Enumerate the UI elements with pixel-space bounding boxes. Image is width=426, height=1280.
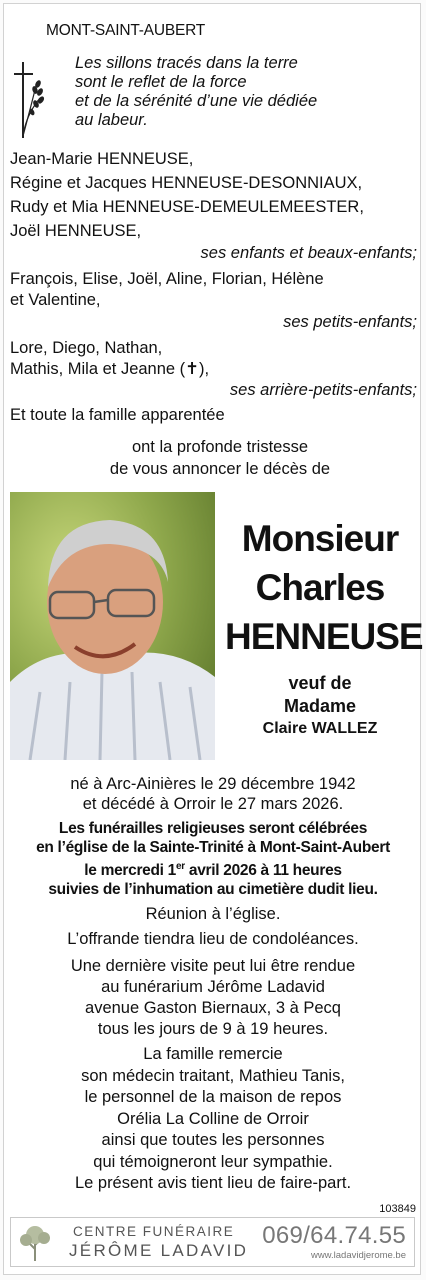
thanks-line: La famille remercie [143, 1045, 283, 1063]
poem-line: sont le reflet de la force [75, 73, 247, 91]
widow-line: Claire WALLEZ [262, 720, 378, 737]
thanks-line: son médecin traitant, Mathieu Tanis, [81, 1066, 345, 1085]
thanks [0, 1044, 426, 1173]
poem-line: et de la sérénité d’une vie dédiée [75, 92, 318, 110]
widow-info [225, 672, 415, 740]
tree-logo-icon [17, 1223, 53, 1263]
great-grandchildren-relation: ses arrière-petits-enfants; [229, 381, 417, 399]
visit-line: avenue Gaston Biernaux, 3 à Pecq [85, 999, 341, 1017]
widow-line: Madame [283, 696, 357, 716]
poem [75, 54, 317, 130]
reunion-text: Réunion à l’église. [145, 905, 281, 923]
funeral-line: en l’église de la Sainte-Trinité à Mont-Saint-Aubert [36, 839, 390, 856]
grandchildren-relation: ses petits-enfants; [283, 313, 417, 331]
thanks-line: Orélia La Colline de Orroir [117, 1109, 309, 1128]
funeral-home-name: JÉRÔME LADAVID [69, 1241, 249, 1260]
announcement-line: de vous annoncer le décès de [109, 460, 331, 478]
family-line: Jean-Marie HENNEUSE, [10, 150, 194, 168]
reference-number: 103849 [379, 1203, 416, 1215]
phone-number: 069/64.74.55 [262, 1222, 406, 1249]
visit-line: au funérarium Jérôme Ladavid [101, 978, 325, 996]
family-line: Rudy et Mia HENNEUSE-DEMEULEMEESTER, [10, 198, 364, 216]
website-link[interactable]: www.ladavidjerome.be [310, 1250, 406, 1261]
children-relation: ses enfants et beaux-enfants; [200, 244, 417, 262]
deceased-last-name: HENNEUSE [225, 616, 423, 657]
birth-death-line: et décédé à Orroir le 27 mars 2026. [82, 795, 344, 813]
funeral-details [0, 819, 426, 899]
widow-line: veuf de [288, 673, 352, 693]
family-line: François, Elise, Joël, Aline, Florian, Hélène [10, 270, 324, 288]
cross-wheat-icon [10, 60, 46, 140]
deceased-first-name: Charles [255, 567, 385, 608]
notice-text: Le présent avis tient lieu de faire-part. [74, 1174, 352, 1192]
visit-line: tous les jours de 9 à 19 heures. [97, 1020, 329, 1038]
thanks-line: ainsi que toutes les personnes [101, 1131, 325, 1149]
family-line: Mathis, Mila et Jeanne (✝), [10, 360, 210, 378]
thanks-line: le personnel de la maison de repos [84, 1088, 342, 1106]
children-list [10, 147, 364, 243]
funeral-line: suivies de l’inhumation au cimetière dudit lieu. [48, 881, 378, 899]
funeral-home-banner [10, 1217, 415, 1267]
thanks-line: qui témoigneront leur sympathie. [93, 1152, 333, 1171]
family-line: et Valentine, [10, 291, 101, 309]
deceased-name [225, 514, 423, 661]
funeral-home-label: CENTRE FUNÉRAIRE [73, 1224, 235, 1239]
funeral-line: le mercredi 1er avril 2026 à 11 heures [84, 861, 342, 880]
visit-line: Une dernière visite peut lui être rendue [70, 957, 356, 975]
deceased-title: Monsieur [241, 518, 399, 559]
portrait-photo [10, 492, 215, 760]
grandchildren-list [10, 269, 324, 311]
family-line: Régine et Jacques HENNEUSE-DESONNIAUX, [10, 174, 363, 192]
birth-death-line: né à Arc-Ainières le 29 décembre 1942 [70, 775, 356, 793]
great-grandchildren-list [10, 338, 209, 380]
village-name: MONT-SAINT-AUBERT [46, 22, 206, 39]
poem-line: Les sillons tracés dans la terre [75, 54, 298, 72]
family-line: Lore, Diego, Nathan, [10, 339, 163, 357]
extended-family: Et toute la famille apparentée [10, 406, 225, 424]
funeral-line: Les funérailles religieuses seront célébrées [58, 820, 368, 837]
birth-death [0, 774, 426, 814]
announcement-line: ont la profonde tristesse [131, 438, 309, 456]
visit-info [0, 956, 426, 1040]
family-line: Joël HENNEUSE, [10, 222, 142, 240]
announcement [0, 436, 426, 480]
offering-text: L’offrande tiendra lieu de condoléances. [67, 930, 359, 948]
poem-line: au labeur. [75, 111, 148, 129]
